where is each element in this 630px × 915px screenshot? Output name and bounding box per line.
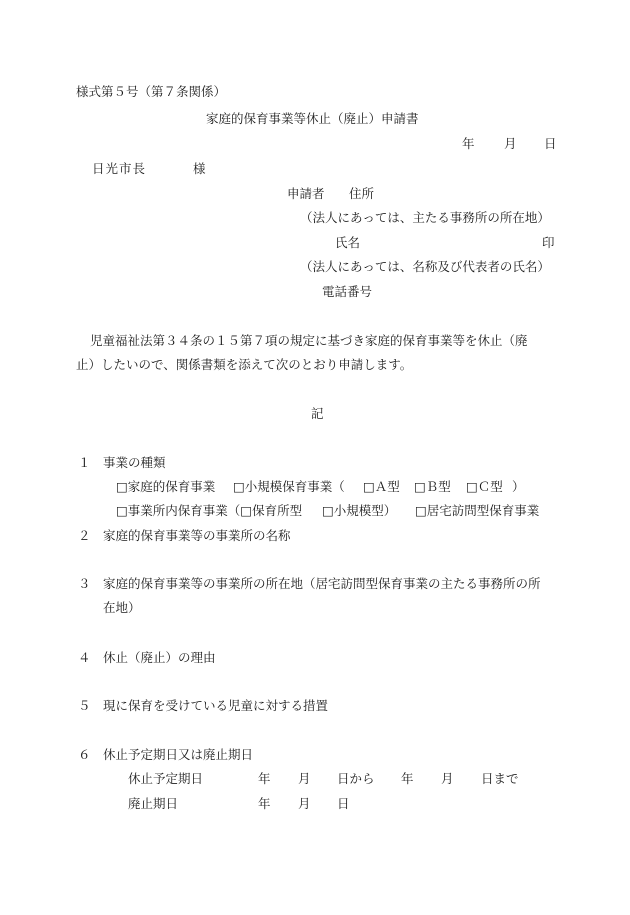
checkbox-katei-hoiku[interactable]: □家庭的保育事業 [116, 479, 216, 494]
applicant-name-label: 氏名 [335, 235, 361, 250]
item6-number: ６ [78, 747, 91, 762]
addressee-name: 日光市長 [92, 161, 147, 176]
applicant-seal: 印 [542, 235, 555, 250]
abolition-date-label: 廃止期日 [128, 796, 179, 811]
suspension-date-label: 休止予定期日 [128, 771, 204, 786]
suspension-day-from: 日から [337, 771, 375, 786]
abolition-day: 日 [337, 796, 350, 811]
item3-number: ３ [78, 576, 91, 591]
form-number: 様式第５号（第７条関係） [76, 84, 227, 99]
item3-label-line2: 在地） [103, 600, 141, 615]
item3-label-line1: 家庭的保育事業等の事業所の所在地（居宅訪問型保育事業の主たる事務所の所 [103, 576, 541, 591]
checkbox-type-a[interactable]: □Ａ型 [363, 479, 400, 494]
suspension-year: 年 [258, 771, 271, 786]
item5-number: ５ [78, 698, 91, 713]
type-close-paren: ） [512, 479, 525, 494]
item4-number: ４ [78, 650, 91, 665]
item2-number: ２ [78, 528, 91, 543]
checkbox-shoukibo-kata[interactable]: □小規模型） [322, 503, 397, 518]
applicant-address-label: 住所 [349, 186, 375, 201]
checkbox-jigyousho-nai[interactable]: □事業所内保育事業（□保育所型 [116, 503, 303, 518]
form-title: 家庭的保育事業等休止（廃止）申請書 [206, 111, 419, 126]
abolition-year: 年 [258, 796, 271, 811]
checkbox-type-c[interactable]: □Ｃ型 [466, 479, 503, 494]
item1-label: 事業の種類 [103, 455, 166, 470]
ki-heading: 記 [311, 406, 324, 421]
date-day: 日 [544, 136, 557, 151]
checkbox-shoukibo-hoiku[interactable]: □小規模保育事業（ [233, 479, 345, 494]
suspension-month: 月 [298, 771, 311, 786]
applicant-name-note: （法人にあっては、名称及び代表者の氏名） [300, 259, 550, 274]
checkbox-type-b[interactable]: □Ｂ型 [414, 479, 451, 494]
date-month: 月 [504, 136, 517, 151]
suspension-day-until: 日まで [481, 771, 519, 786]
item4-label: 休止（廃止）の理由 [103, 650, 216, 665]
applicant-address-note: （法人にあっては、主たる事務所の所在地） [300, 210, 550, 225]
item2-label: 家庭的保育事業等の事業所の名称 [103, 528, 291, 543]
checkbox-kyotaku-houmon[interactable]: □居宅訪問型保育事業 [415, 503, 540, 518]
body-text-line2: 止）したいので、関係書類を添えて次のとおり申請します。 [76, 357, 413, 372]
body-text-line1: 児童福祉法第３４条の１５第７項の規定に基づき家庭的保育事業等を休止（廃 [90, 333, 528, 348]
item6-label: 休止予定期日又は廃止期日 [103, 747, 254, 762]
item1-number: １ [78, 455, 91, 470]
item5-label: 現に保育を受けている児童に対する措置 [103, 698, 329, 713]
abolition-month: 月 [298, 796, 311, 811]
addressee-honorific: 様 [193, 161, 206, 176]
date-year: 年 [462, 136, 475, 151]
applicant-phone-label: 電話番号 [322, 284, 373, 299]
suspension-month-until: 月 [441, 771, 454, 786]
suspension-year-until: 年 [401, 771, 414, 786]
applicant-label: 申請者 [287, 186, 325, 201]
